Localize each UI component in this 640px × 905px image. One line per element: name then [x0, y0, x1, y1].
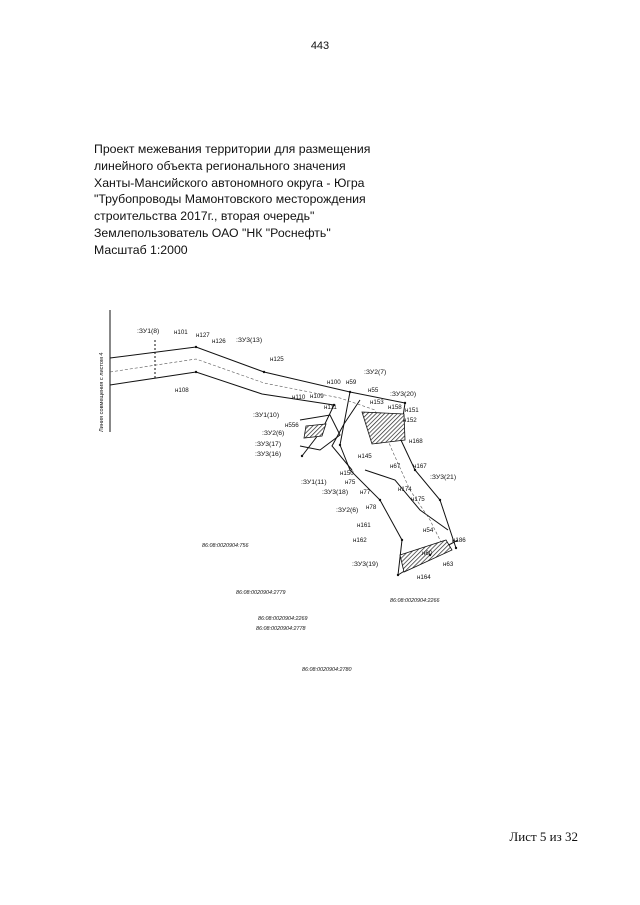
zone-label: :ЗУ1(11)	[301, 479, 327, 486]
point-label: н101	[174, 329, 188, 336]
zone-label: :ЗУ3(17)	[255, 441, 282, 448]
zone-label: :ЗУ3(13)	[236, 337, 263, 344]
hatched-area	[304, 424, 326, 438]
point-label: н127	[196, 332, 210, 339]
zone-label: :ЗУ3(20)	[390, 391, 417, 398]
cadastral-number: 86:08:0020904:2779	[236, 590, 286, 596]
point-label: н126	[212, 338, 226, 345]
point-label: н77	[360, 489, 371, 496]
point-label: н63	[443, 561, 454, 568]
sheet-number: Лист 5 из 32	[509, 829, 578, 844]
cadastral-number: 86:08:0020904:2269	[258, 616, 308, 622]
zone-label: :ЗУ3(21)	[430, 474, 457, 481]
hatched-area	[362, 412, 405, 444]
point-label: н78	[366, 504, 377, 511]
zone-label: :ЗУ2(7)	[364, 369, 387, 376]
zone-label: :ЗУ1(8)	[137, 328, 160, 335]
point-label: н164	[417, 574, 431, 581]
point-label: н60	[422, 550, 433, 557]
point-label: н108	[175, 387, 189, 394]
point-label: н59	[346, 379, 357, 386]
title-line: Проект межевания территории для размещения	[94, 142, 371, 156]
zone-label: :ЗУ3(18)	[322, 489, 349, 496]
point-label: н556	[285, 422, 299, 429]
cadastral-number: 86:08:0020904:2780	[302, 667, 352, 673]
point-label: н158	[388, 404, 402, 411]
zone-label: :ЗУ1(10)	[253, 412, 280, 419]
point-label: н125	[270, 356, 284, 363]
title-line: Масштаб 1:2000	[94, 242, 188, 257]
point-label: н186	[452, 537, 466, 544]
point-label: н153	[370, 399, 384, 406]
cadastral-number: 86:08:0020904:756	[202, 543, 249, 549]
zone-label: :ЗУ3(16)	[255, 451, 282, 458]
point-label: н54	[423, 527, 434, 534]
zone-label: :ЗУ3(19)	[352, 561, 379, 568]
page-number: 443	[310, 40, 330, 52]
vertex-marks	[195, 346, 457, 576]
point-label: н150	[340, 470, 354, 477]
point-label: н174	[398, 486, 412, 493]
title-line: Ханты-Мансийского автономного округа - Югра	[94, 175, 365, 190]
point-label: н167	[413, 463, 427, 470]
point-label: н168	[409, 438, 423, 445]
cadastral-number: 86:08:0020904:2266	[390, 598, 440, 604]
point-label: н161	[357, 522, 371, 529]
point-label: н109	[310, 393, 324, 400]
point-label: н110	[292, 394, 306, 401]
point-label: н145	[358, 453, 372, 460]
title-line: строительства 2017г., вторая очередь"	[94, 209, 315, 224]
title-line: Землепользователь ОАО "НК "Роснефть"	[94, 225, 331, 240]
zone-label: :ЗУ2(6)	[262, 430, 285, 437]
pipeline-corridor	[110, 340, 458, 575]
point-label: н152	[403, 417, 417, 424]
point-label: н175	[411, 496, 425, 503]
title-line: линейного объекта регионального значения	[94, 158, 346, 173]
point-label: н55	[368, 387, 379, 394]
point-label: н151	[405, 407, 419, 414]
side-label: Линия совмещения с листом 4	[99, 352, 105, 432]
point-label: н162	[353, 537, 367, 544]
point-label: н100	[327, 379, 341, 386]
point-label: н67	[390, 463, 401, 470]
zone-label: :ЗУ2(6)	[336, 507, 359, 514]
point-label: н75	[345, 479, 356, 486]
cadastral-number: 86:08:0020904:2778	[256, 626, 306, 632]
point-label: н111	[324, 404, 337, 411]
title-line: "Трубопроводы Мамонтовского месторождения	[94, 192, 366, 207]
